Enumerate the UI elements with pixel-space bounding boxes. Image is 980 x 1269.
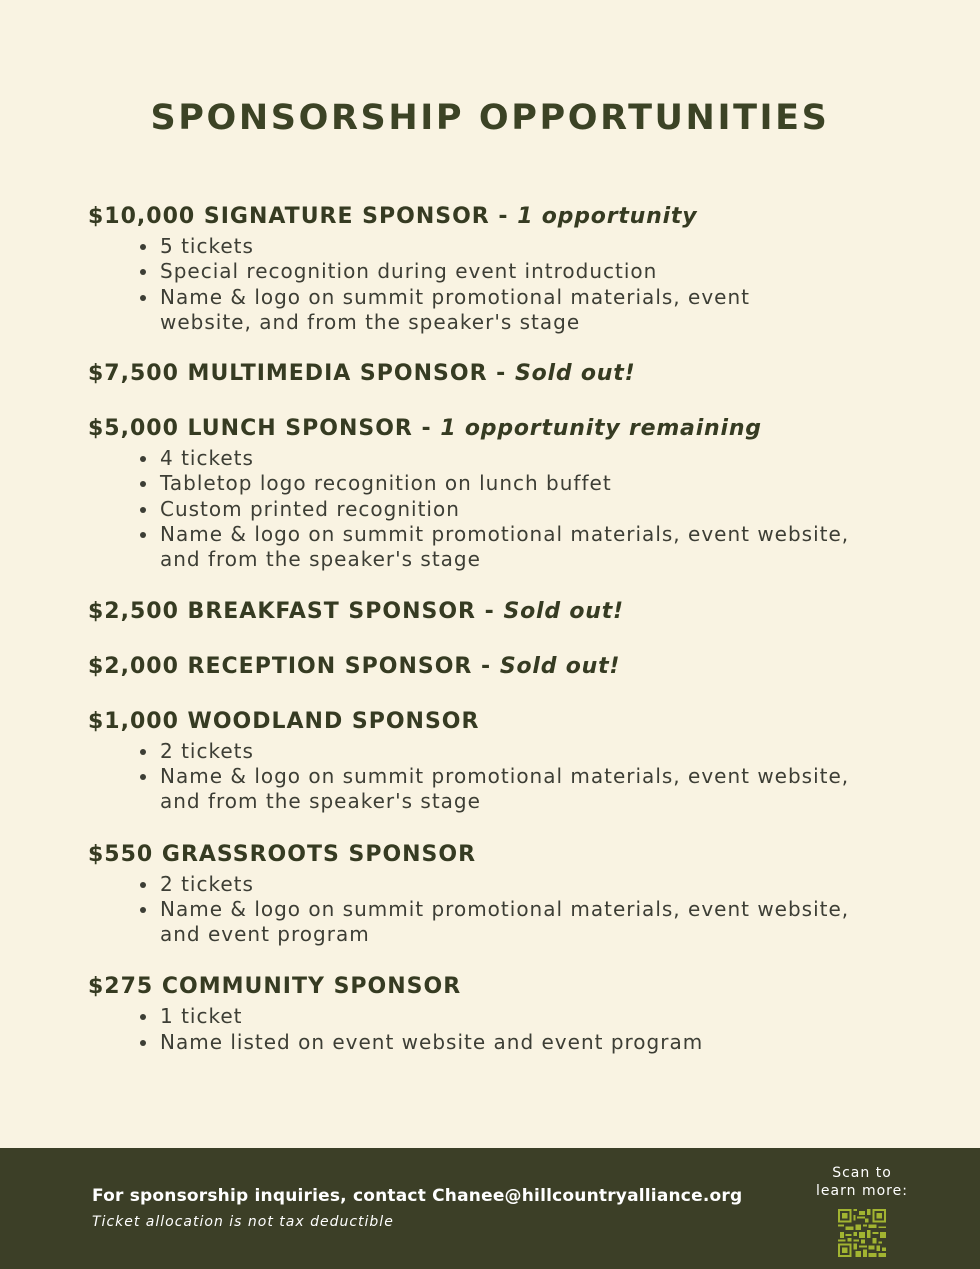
sponsor-tier-list	[88, 202, 908, 1055]
tier-name: $10,000 SIGNATURE SPONSOR	[88, 204, 490, 229]
list-item-continuation: and from the speaker's stage	[160, 789, 481, 814]
tier-availability: Sold out!	[514, 361, 636, 387]
sponsor-tier-lunch	[88, 414, 908, 572]
tier-separator: -	[487, 361, 515, 387]
benefit-list	[88, 234, 908, 335]
tier-availability: Sold out!	[499, 653, 621, 679]
tier-name: $5,000 LUNCH SPONSOR	[88, 416, 413, 442]
tier-name: $7,500 MULTIMEDIA SPONSOR	[88, 361, 488, 387]
list-item: Custom printed recognition	[160, 497, 908, 522]
sponsor-tier-community	[88, 972, 908, 1055]
list-item: Name & logo on summit promotional materials, event	[160, 285, 908, 310]
list-item: 2 tickets	[160, 872, 908, 897]
tier-separator: -	[472, 653, 500, 679]
sponsor-tier-multimedia	[88, 359, 908, 389]
list-item: 2 tickets	[160, 739, 908, 764]
benefit-list	[88, 1004, 908, 1055]
benefit-list	[88, 446, 908, 572]
tier-heading	[88, 414, 908, 444]
qr-caption-line: Scan to	[832, 1165, 892, 1181]
qr-caption-line: learn more:	[816, 1183, 908, 1199]
list-item: Special recognition during event introduction	[160, 259, 908, 284]
tier-heading	[88, 972, 908, 1002]
list-item: Name & logo on summit promotional materials, event website,	[160, 897, 908, 922]
tier-availability: 1 opportunity remaining	[440, 416, 762, 442]
sponsorship-contact[interactable]: For sponsorship inquiries, contact Chanee@hillcountryalliance.org	[92, 1186, 743, 1206]
sponsor-tier-grassroots	[88, 840, 908, 948]
tier-name: $2,000 RECEPTION SPONSOR	[88, 653, 473, 679]
qr-code-icon[interactable]	[838, 1209, 886, 1257]
tier-name: $275 COMMUNITY SPONSOR	[88, 974, 462, 1000]
sponsor-tier-breakfast	[88, 597, 908, 627]
list-item: 4 tickets	[160, 446, 908, 471]
tier-name: $550 GRASSROOTS SPONSOR	[88, 841, 477, 867]
tier-heading	[88, 202, 908, 232]
tier-availability: Sold out!	[503, 598, 624, 624]
sponsor-tier-reception	[88, 652, 908, 682]
list-item: 5 tickets	[160, 234, 908, 259]
tier-heading	[88, 652, 908, 682]
tier-name: $2,500 BREAKFAST SPONSOR	[88, 598, 476, 624]
sponsor-tier-woodland	[88, 707, 908, 815]
tier-availability: 1 opportunity	[517, 204, 698, 229]
tax-note: Ticket allocation is not tax deductible	[92, 1214, 394, 1230]
tier-heading	[88, 707, 908, 737]
list-item: Name & logo on summit promotional materials, event website,	[160, 764, 908, 789]
footer-bar	[0, 1148, 980, 1269]
list-item-continuation: website, and from the speaker's stage	[160, 309, 581, 334]
tier-heading	[88, 840, 908, 870]
list-item: Name listed on event website and event program	[160, 1030, 908, 1055]
tier-separator: -	[475, 598, 504, 624]
list-item-continuation: and event program	[160, 922, 370, 947]
list-item-continuation: and from the speaker's stage	[160, 547, 481, 572]
sponsor-tier-signature	[88, 202, 908, 335]
tier-heading	[88, 597, 908, 627]
list-item: 1 ticket	[160, 1004, 908, 1029]
tier-name: $1,000 WOODLAND SPONSOR	[88, 708, 480, 734]
benefit-list	[88, 739, 908, 815]
list-item: Name & logo on summit promotional materials, event website,	[160, 522, 908, 547]
tier-heading	[88, 359, 908, 389]
qr-caption	[800, 1164, 924, 1200]
tier-separator: -	[412, 416, 441, 442]
list-item: Tabletop logo recognition on lunch buffet	[160, 471, 908, 496]
page-title: SPONSORSHIP OPPORTUNITIES	[150, 98, 830, 138]
benefit-list	[88, 872, 908, 948]
tier-separator: -	[489, 204, 518, 229]
